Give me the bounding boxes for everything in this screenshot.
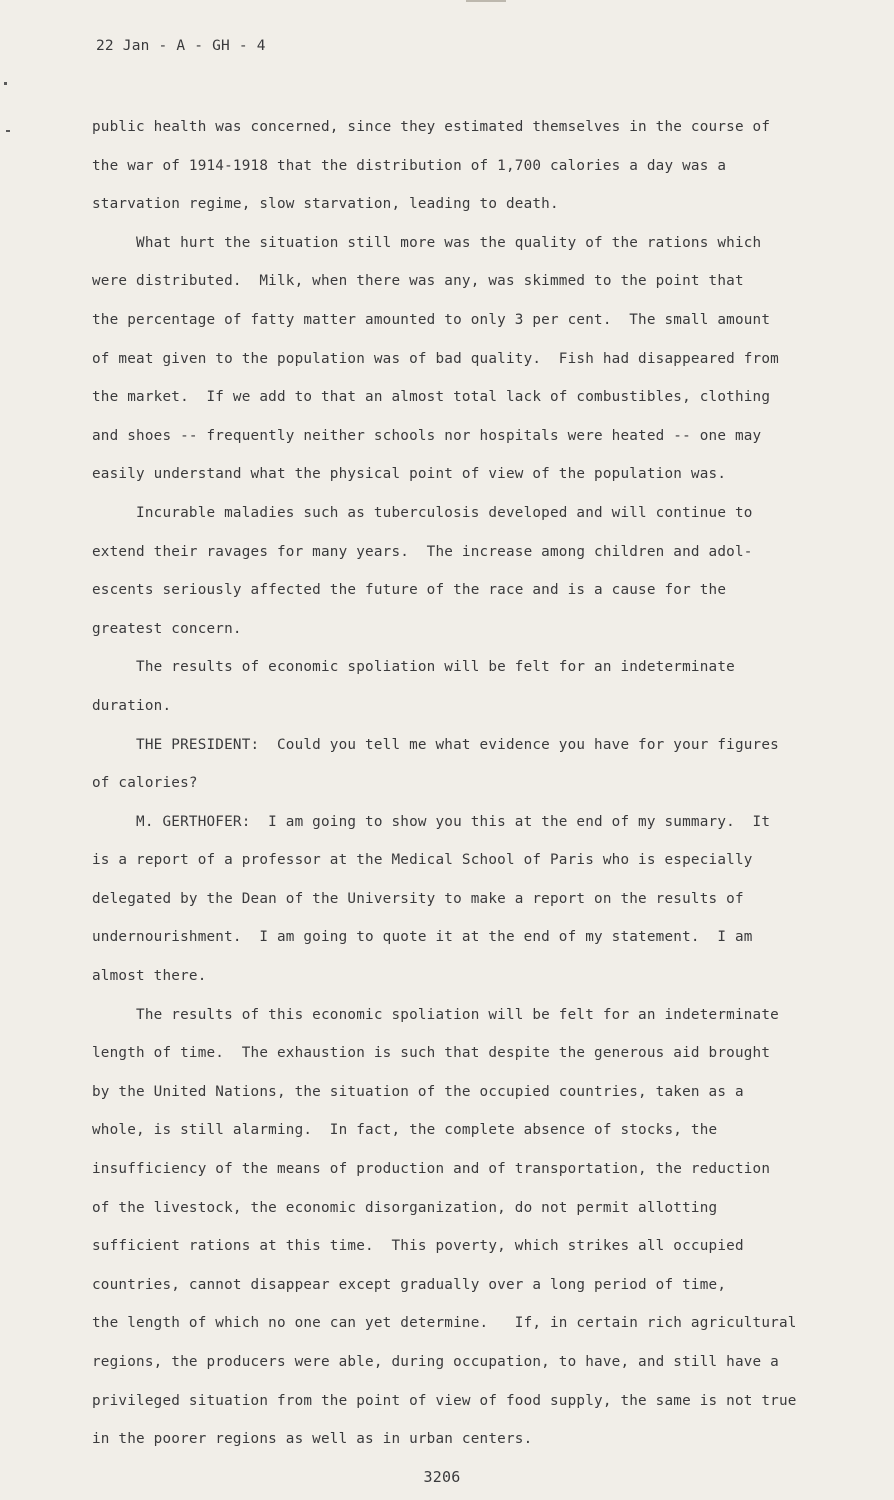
- text-line: regions, the producers were able, during occupation, to have, and still have a: [92, 1354, 779, 1370]
- text-line: Incurable maladies such as tuberculosis developed and will continue to: [92, 504, 753, 521]
- text-line: length of time. The exhaustion is such that despite the generous aid brought: [92, 1045, 771, 1062]
- margin-mark: [6, 130, 10, 132]
- text-line: is a report of a professor at the Medical School of Paris who is especially: [92, 852, 753, 869]
- transcript-body: [92, 116, 862, 1467]
- text-line: greatest concern.: [92, 620, 242, 637]
- text-line: easily understand what the physical point of view of the population was.: [92, 466, 727, 483]
- text-line: THE PRESIDENT: Could you tell me what evidence you have for your figures: [92, 736, 779, 753]
- text-line: whole, is still alarming. In fact, the complete absence of stocks, the: [92, 1122, 718, 1139]
- text-line: The results of this economic spoliation will be felt for an indeterminate: [92, 1006, 779, 1023]
- text-line: starvation regime, slow starvation, leading to death.: [92, 196, 559, 213]
- text-line: in the poorer regions as well as in urban centers.: [92, 1431, 533, 1448]
- text-line: insufficiency of the means of production and of transportation, the reduction: [92, 1161, 771, 1178]
- text-line: countries, cannot disappear except gradually over a long period of time,: [92, 1276, 727, 1293]
- text-line: were distributed. Milk, when there was any, was skimmed to the point that: [92, 273, 744, 290]
- text-line: extend their ravages for many years. The increase among children and adol-: [92, 543, 753, 560]
- text-line: of meat given to the population was of bad quality. Fish had disappeared from: [92, 350, 779, 367]
- text-line: The results of economic spoliation will be felt for an indeterminate: [92, 659, 735, 676]
- text-line: escents seriously affected the future of the race and is a cause for the: [92, 582, 727, 599]
- page-number: 3206: [423, 1468, 461, 1486]
- text-line: of calories?: [92, 775, 198, 792]
- text-line: delegated by the Dean of the University to make a report on the results of: [92, 890, 744, 907]
- text-line: sufficient rations at this time. This poverty, which strikes all occupied: [92, 1238, 744, 1255]
- top-edge-mark: [466, 0, 506, 2]
- text-line: public health was concerned, since they estimated themselves in the course of: [92, 119, 771, 135]
- text-line: by the United Nations, the situation of the occupied countries, taken as a: [92, 1083, 744, 1100]
- text-line: and shoes -- frequently neither schools nor hospitals were heated -- one may: [92, 427, 762, 444]
- text-line: the percentage of fatty matter amounted to only 3 per cent. The small amount: [92, 311, 771, 328]
- margin-mark: [4, 82, 7, 85]
- text-line: the war of 1914-1918 that the distribution of 1,700 calories a day was a: [92, 157, 727, 174]
- text-line: the length of which no one can yet determine. If, in certain rich agricultural: [92, 1315, 797, 1332]
- text-line: duration.: [92, 697, 172, 714]
- text-line: privileged situation from the point of view of food supply, the same is not true: [92, 1392, 797, 1409]
- page-header: 22 Jan - A - GH - 4: [96, 38, 266, 54]
- text-line: M. GERTHOFER: I am going to show you this at the end of my summary. It: [92, 813, 771, 830]
- text-line: the market. If we add to that an almost total lack of combustibles, clothing: [92, 389, 771, 406]
- text-line: almost there.: [92, 968, 207, 985]
- text-line: of the livestock, the economic disorganization, do not permit allotting: [92, 1199, 718, 1216]
- text-line: undernourishment. I am going to quote it at the end of my statement. I am: [92, 929, 753, 946]
- text-line: What hurt the situation still more was the quality of the rations which: [92, 234, 762, 251]
